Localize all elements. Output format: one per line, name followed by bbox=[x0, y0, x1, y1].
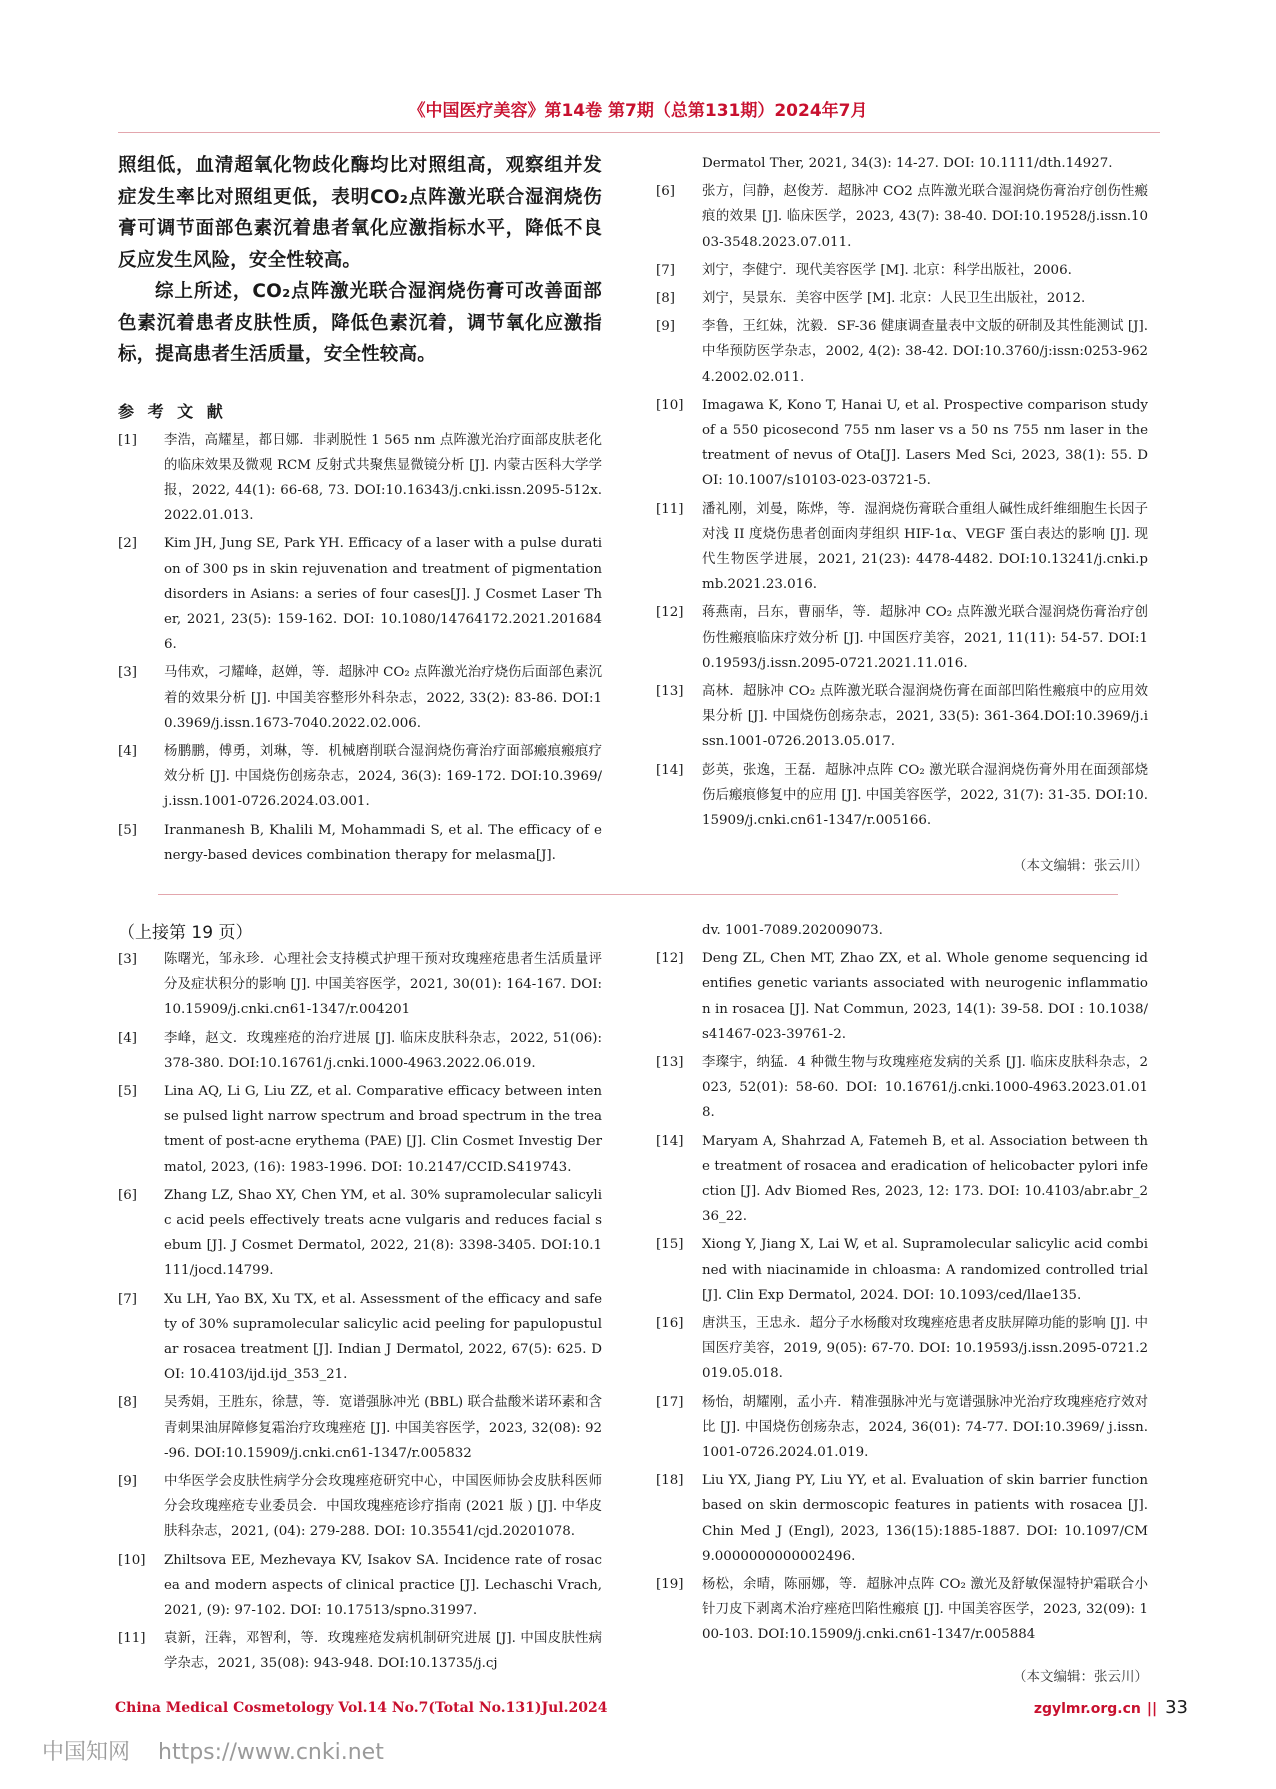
reference-text: 刘宁，李健宁．现代美容医学 [M]. 北京：科学出版社，2006. bbox=[702, 262, 1072, 278]
reference-text: 李璨宇，纳猛．4 种微生物与玫瑰痤疮发病的关系 [J]. 临床皮肤科杂志，2023, 52(01): 58-60. DOI: 10.16761/j.cnki.1000-4963.2023.01.018. bbox=[702, 1055, 1148, 1121]
reference-continuation: dv. 1001-7089.202009073. bbox=[702, 923, 883, 938]
reference-text: 李峰，赵文．玫瑰痤疮的治疗进展 [J]. 临床皮肤科杂志，2022, 51(06): 378-380. DOI:10.16761/j.cnki.1000-4963.2022.06.019. bbox=[164, 1030, 602, 1071]
reference-item bbox=[656, 393, 1148, 494]
reference-text: 马伟欢，刁耀峰，赵婵，等．超脉冲 CO₂ 点阵激光治疗烧伤后面部色素沉着的效果分析 [J]. 中国美容整形外科杂志，2022, 33(2): 83-86. DOI:10.3969/j.issn.1673-7040.2022.02.006. bbox=[164, 665, 602, 731]
reference-text: Iranmanesh B, Khalili M, Mohammadi S, et al. The efficacy of energy-based devices combination therapy for melasma[J]. bbox=[164, 822, 602, 863]
footer-journal-name: China Medical Cosmetology Vol.14 No.7(Total No.131)Jul.2024 bbox=[115, 1700, 608, 1716]
reference-number: [12] bbox=[656, 605, 684, 621]
reference-number: [7] bbox=[118, 1291, 137, 1307]
reference-item bbox=[656, 1468, 1148, 1569]
reference-item bbox=[656, 600, 1148, 676]
reference-text: 袁新，汪犇，邓智利，等．玫瑰痤疮发病机制研究进展 [J]. 中国皮肤性病学杂志，2021, 35(08): 943-948. DOI:10.13735/j.cj bbox=[164, 1631, 602, 1672]
bottom-right-column bbox=[656, 918, 1148, 1685]
reference-item bbox=[656, 1050, 1148, 1126]
reference-number: [13] bbox=[656, 1055, 684, 1071]
watermark-url[interactable]: https://www.cnki.net bbox=[158, 1740, 384, 1765]
references-heading: 参 考 文 献 bbox=[118, 401, 227, 421]
reference-item bbox=[656, 946, 1148, 1047]
reference-item bbox=[656, 1311, 1148, 1387]
reference-text: 陈曙光，邹永珍．心理社会支持模式护理干预对玫瑰痤疮患者生活质量评分及症状积分的影响 [J]. 中国美容医学，2021, 30(01): 164-167. DOI:10.15909/j.cnki.cn61-1347/r.004201 bbox=[164, 952, 602, 1018]
reference-number: [16] bbox=[656, 1316, 684, 1332]
reference-number: [4] bbox=[118, 743, 137, 759]
reference-item bbox=[656, 314, 1148, 390]
reference-number: [6] bbox=[656, 184, 675, 200]
reference-item bbox=[118, 1390, 602, 1466]
reference-number: [18] bbox=[656, 1473, 684, 1489]
reference-item bbox=[656, 258, 1148, 283]
reference-item bbox=[118, 1183, 602, 1284]
bottom-left-column bbox=[118, 918, 602, 1680]
body-paragraph-1: 照组低，血清超氧化物歧化酶均比对照组高，观察组并发症发生率比对照组更低，表明CO₂点阵激光联合湿润烧伤膏可调节面部色素沉着患者氧化应激指标水平，降低不良反应发生风险，安全性较高。 bbox=[118, 155, 602, 271]
reference-item bbox=[118, 1079, 602, 1180]
reference-item bbox=[656, 679, 1148, 755]
reference-number: [7] bbox=[656, 262, 675, 278]
reference-item bbox=[118, 531, 602, 657]
reference-text: 唐洪玉，王忠永．超分子水杨酸对玫瑰痤疮患者皮肤屏障功能的影响 [J]. 中国医疗美容，2019, 9(05): 67-70. DOI: 10.19593/j.issn.2095-0721.2019.05.018. bbox=[702, 1316, 1148, 1382]
reference-number: [3] bbox=[118, 665, 137, 681]
reference-text: Maryam A, Shahrzad A, Fatemeh B, et al. Association between the treatment of rosacea and eradication of helicobacter pylori infection [J]. Adv Biomed Res, 2023, 12: 173. DOI: 10.4103/abr.abr_236_22. bbox=[702, 1133, 1148, 1225]
reference-number: [15] bbox=[656, 1237, 684, 1253]
reference-text: 李浩，高耀星，都日娜．非剥脱性 1 565 nm 点阵激光治疗面部皮肤老化的临床效果及微观 RCM 反射式共聚焦显微镜分析 [J]. 内蒙古医科大学学报，2022, 44(1): 66-68, 73. DOI:10.16343/j.cnki.issn.2095-512x.2022.01.013. bbox=[164, 432, 602, 524]
reference-item bbox=[656, 497, 1148, 598]
page-number: 33 bbox=[1165, 1697, 1188, 1718]
reference-text: 李鲁，王红妹，沈毅．SF-36 健康调查量表中文版的研制及其性能测试 [J]. 中华预防医学杂志，2002, 4(2): 38-42. DOI:10.3760/j:issn:0253-9624.2002.02.011. bbox=[702, 319, 1148, 385]
reference-text: 高林．超脉冲 CO₂ 点阵激光联合湿润烧伤膏在面部凹陷性瘢痕中的应用效果分析 [J]. 中国烧伤创疡杂志，2021, 33(5): 361-364.DOI:10.3969/j.issn.1001-0726.2013.05.017. bbox=[702, 684, 1148, 750]
reference-continuation: Dermatol Ther, 2021, 34(3): 14-27. DOI: 10.1111/dth.14927. bbox=[702, 156, 1113, 171]
reference-item bbox=[118, 947, 602, 1023]
reference-item bbox=[118, 1469, 602, 1545]
top-right-column bbox=[656, 151, 1148, 874]
reference-item bbox=[118, 818, 602, 868]
reference-text: 杨松，余晴，陈丽娜，等．超脉冲点阵 CO₂ 激光及舒敏保湿特护霜联合小针刀皮下剥离术治疗痤疮凹陷性瘢痕 [J]. 中国美容医学，2023, 32(09): 100-103. DOI:10.15909/j.cnki.cn61-1347/r.005884 bbox=[702, 1577, 1148, 1643]
reference-text: 杨鹏鹏，傅勇，刘琳，等．机械磨削联合湿润烧伤膏治疗面部瘢痕瘢痕疗效分析 [J]. 中国烧伤创疡杂志，2024, 36(3): 169-172. DOI:10.3969/j.issn.1001-0726.2024.03.001. bbox=[164, 743, 602, 810]
references-list-top-left bbox=[118, 428, 602, 868]
watermark-brand: 中国知网 bbox=[42, 1740, 131, 1765]
body-paragraph-2: 综上所述，CO₂点阵激光联合湿润烧伤膏可改善面部色素沉着患者皮肤性质，降低色素沉着，调节氧化应激指标，提高患者生活质量，安全性较高。 bbox=[118, 281, 602, 365]
reference-text: Zhang LZ, Shao XY, Chen YM, et al. 30% supramolecular salicylic acid peels effectively treats acne vulgaris and reduces facial sebum [J]. J Cosmet Dermatol, 2022, 21(8): 3398-3405. DOI:10.1111/jocd.14799. bbox=[164, 1187, 602, 1279]
reference-item bbox=[118, 1026, 602, 1076]
reference-item bbox=[118, 428, 602, 529]
reference-number: [11] bbox=[118, 1631, 146, 1647]
reference-text: 彭英，张逸，王磊．超脉冲点阵 CO₂ 激光联合湿润烧伤膏外用在面颈部烧伤后瘢痕修复中的应用 [J]. 中国美容医学，2022, 31(7): 31-35. DOI:10.15909/j.cnki.cn61-1347/r.005166. bbox=[702, 762, 1148, 829]
reference-number: [17] bbox=[656, 1394, 684, 1410]
reference-text: 吴秀娟，王胜东，徐慧，等．宽谱强脉冲光 (BBL) 联合盐酸米诺环素和含青刺果油屏障修复霜治疗玫瑰痤疮 [J]. 中国美容医学，2023, 32(08): 92-96. DOI:10.15909/j.cnki.cn61-1347/r.005832 bbox=[164, 1395, 602, 1461]
reference-number: [10] bbox=[118, 1552, 146, 1568]
footer-site-page bbox=[1034, 1697, 1188, 1718]
reference-number: [8] bbox=[656, 291, 675, 307]
reference-item bbox=[118, 660, 602, 736]
reference-text: 张方，闫静，赵俊芳．超脉冲 CO2 点阵激光联合湿润烧伤膏治疗创伤性瘢痕的效果 [J]. 临床医学，2023, 43(7): 38-40. DOI:10.19528/j.issn.1003-3548.2023.07.011. bbox=[702, 184, 1148, 250]
reference-number: [10] bbox=[656, 397, 684, 413]
reference-item bbox=[118, 739, 602, 815]
reference-text: Deng ZL, Chen MT, Zhao ZX, et al. Whole genome sequencing identifies genetic variants associated with neurogenic inflammation in rosacea [J]. Nat Commun, 2023, 14(1): 39-58. DOI : 10.1038/s41467-023-39761-2. bbox=[702, 951, 1148, 1042]
reference-item bbox=[656, 1232, 1148, 1308]
reference-text: 杨怡，胡耀刚，孟小卉．精准强脉冲光与宽谱强脉冲光治疗玫瑰痤疮疗效对比 [J]. 中国烧伤创疡杂志，2024, 36(01): 74-77. DOI:10.3969/ j.issn.1001-0726.2024.01.019. bbox=[702, 1394, 1148, 1461]
reference-text: Liu YX, Jiang PY, Liu YY, et al. Evaluation of skin barrier function based on skin dermoscopic features in patients with rosacea [J]. Chin Med J (Engl), 2023, 136(15):1885-1887. DOI: 10.1097/CM 9.0000000000002496. bbox=[702, 1473, 1148, 1564]
reference-number: [9] bbox=[656, 319, 675, 335]
continued-from-heading: （上接第 19 页） bbox=[118, 923, 253, 943]
reference-item bbox=[656, 1572, 1148, 1648]
reference-number: [5] bbox=[118, 1084, 137, 1100]
section-divider bbox=[158, 894, 1118, 895]
reference-text: Lina AQ, Li G, Liu ZZ, et al. Comparative efficacy between intense pulsed light narrow spectrum and broad spectrum in the treatment of post-acne erythema (PAE) [J]. Clin Cosmet Investig Dermatol, 2023, (16): 1983-1996. DOI: 10.2147/CCID.S419743. bbox=[164, 1084, 602, 1175]
cnki-watermark bbox=[42, 1735, 384, 1766]
footer-separator: || bbox=[1146, 1701, 1158, 1717]
reference-item bbox=[656, 179, 1148, 255]
reference-item bbox=[656, 286, 1148, 311]
reference-text: Xiong Y, Jiang X, Lai W, et al. Supramolecular salicylic acid combined with niacinamide in chloasma: A randomized controlled trial [J]. Clin Exp Dermatol, 2024. DOI: 10.1093/ced/llae135. bbox=[702, 1237, 1148, 1303]
editor-credit-top: （本文编辑：张云川） bbox=[1013, 858, 1148, 875]
reference-number: [14] bbox=[656, 1133, 684, 1149]
reference-number: [2] bbox=[118, 536, 137, 552]
footer-site[interactable]: zgylmr.org.cn bbox=[1033, 1701, 1141, 1717]
reference-text: 蒋燕南，吕东，曹丽华，等．超脉冲 CO₂ 点阵激光联合湿润烧伤膏治疗创伤性瘢痕临床疗效分析 [J]. 中国医疗美容，2021, 11(11): 54-57. DOI:10.19593/j.issn.2095-0721.2021.11.016. bbox=[702, 605, 1148, 671]
top-left-column bbox=[118, 150, 602, 871]
references-list-bottom-right bbox=[656, 946, 1148, 1647]
reference-text: Imagawa K, Kono T, Hanai U, et al. Prospective comparison study of a 550 picosecond 755 nm laser vs a 50 ns 755 nm laser in the treatment of nevus of Ota[J]. Lasers Med Sci, 2023, 38(1): 55. DOI: 10.1007/s10103-023-03721-5. bbox=[702, 397, 1148, 489]
reference-number: [5] bbox=[118, 822, 137, 838]
reference-text: 刘宁，吴景东．美容中医学 [M]. 北京：人民卫生出版社，2012. bbox=[702, 291, 1086, 307]
reference-item bbox=[656, 1129, 1148, 1230]
reference-text: Kim JH, Jung SE, Park YH. Efficacy of a laser with a pulse duration of 300 ps in skin rejuvenation and treatment of pigmentation disorders in Asians: a series of four cases[J]. J Cosmet Laser Ther, 2021, 23(5): 159-162. DOI: 10.1080/14764172.2021.2016846. bbox=[164, 536, 602, 653]
reference-item bbox=[656, 758, 1148, 834]
header-divider bbox=[118, 132, 1160, 133]
reference-item bbox=[656, 1390, 1148, 1466]
reference-number: [9] bbox=[118, 1474, 137, 1490]
reference-number: [4] bbox=[118, 1030, 137, 1046]
reference-text: 潘礼刚，刘曼，陈烨，等．湿润烧伤膏联合重组人碱性成纤维细胞生长因子对浅 II 度烧伤患者创面肉芽组织 HIF-1α、VEGF 蛋白表达的影响 [J]. 现代生物医学进展，2021, 21(23): 4478-4482. DOI:10.13241/j.cnki.pmb.2021.23.016. bbox=[702, 501, 1148, 593]
reference-item bbox=[118, 1626, 602, 1676]
reference-text: Zhiltsova EE, Mezhevaya KV, Isakov SA. Incidence rate of rosacea and modern aspects of clinical practice [J]. Lechaschi Vrach, 2021, (9): 97-102. DOI: 10.17513/spno.31997. bbox=[164, 1552, 602, 1619]
reference-number: [8] bbox=[118, 1395, 137, 1411]
reference-text: 中华医学会皮肤性病学分会玫瑰痤疮研究中心，中国医师协会皮肤科医师分会玫瑰痤疮专业委员会．中国玫瑰痤疮诊疗指南 (2021 版 ) [J]. 中华皮肤科杂志，2021, (04): 279-288. DOI: 10.35541/cjd.20201078. bbox=[164, 1474, 602, 1540]
reference-text: Xu LH, Yao BX, Xu TX, et al. Assessment of the efficacy and safety of 30% supramolecular salicylic acid peeling for papulopustular rosacea treatment [J]. Indian J Dermatol, 2022, 67(5): 625. DOI: 10.4103/ijd.ijd_353_21. bbox=[164, 1291, 602, 1383]
reference-number: [14] bbox=[656, 762, 684, 778]
reference-number: [12] bbox=[656, 951, 684, 967]
reference-item bbox=[118, 1548, 602, 1624]
references-list-top-right bbox=[656, 179, 1148, 833]
journal-header-title: 《中国医疗美容》第14卷 第7期（总第131期）2024年7月 bbox=[408, 101, 868, 121]
reference-number: [1] bbox=[118, 432, 137, 448]
reference-number: [3] bbox=[118, 952, 137, 967]
editor-credit-bottom: （本文编辑：张云川） bbox=[1013, 1668, 1148, 1685]
reference-number: [6] bbox=[118, 1187, 137, 1203]
reference-number: [19] bbox=[656, 1577, 684, 1593]
reference-number: [11] bbox=[656, 501, 684, 517]
references-list-bottom-left bbox=[118, 947, 602, 1677]
reference-item bbox=[118, 1287, 602, 1388]
reference-number: [13] bbox=[656, 684, 684, 700]
